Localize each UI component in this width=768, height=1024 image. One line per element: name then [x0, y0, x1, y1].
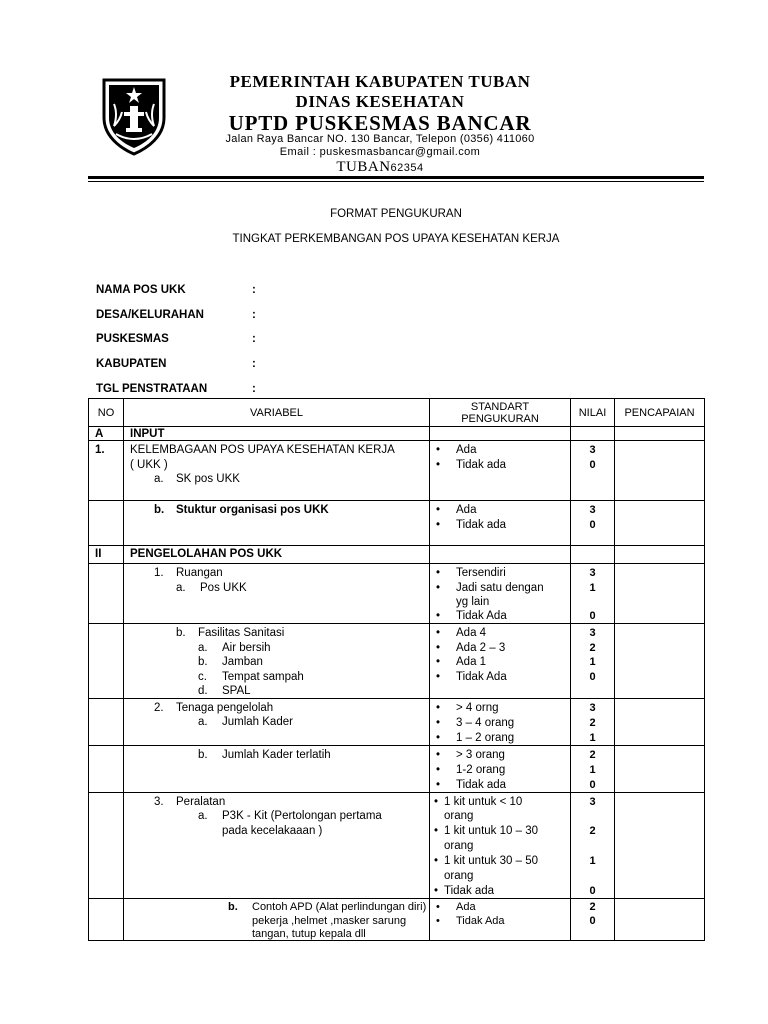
- pencapaian-cell[interactable]: [615, 441, 705, 501]
- email-line: Email : puskesmasbancar@gmail.com: [279, 146, 481, 158]
- address-line: Jalan Raya Bancar NO. 130 Bancar, Telepon (0356) 411060: [225, 133, 535, 145]
- table-header-row: [89, 399, 705, 427]
- section-row-pengelolahan: II PENGELOLAHAN POS UKK: [89, 546, 705, 564]
- institution-name: UPTD PUSKESMAS BANCAR: [228, 111, 532, 135]
- field-label-desa: DESA/KELURAHAN: [96, 309, 204, 321]
- table-row: b. Contoh APD (Alat perlindungan diri) pekerja ,helmet ,masker sarung tangan, tutup kepala dll • Ada • Tidak Ada 2 0: [89, 899, 705, 941]
- kabupaten-tuban-emblem-logo: [100, 74, 168, 156]
- postcode: 62354: [390, 162, 424, 174]
- header-no: NO: [89, 399, 124, 427]
- section-no: A: [89, 427, 124, 441]
- field-colon: :: [252, 309, 256, 321]
- section-label: INPUT: [124, 427, 430, 441]
- field-colon: :: [252, 358, 256, 370]
- table-row: 1. KELEMBAGAAN POS UPAYA KESEHATAN KERJA ( UKK ) a. SK pos UKK • Ada • Tidak ada 3 0: [89, 441, 705, 501]
- form-title: FORMAT PENGUKURAN: [330, 208, 462, 220]
- department-name: DINAS KESEHATAN: [295, 92, 465, 111]
- header-nilai: NILAI: [571, 399, 615, 427]
- standart-cell: • Ada • Tidak ada: [430, 441, 571, 501]
- field-colon: :: [252, 333, 256, 345]
- field-colon: :: [252, 383, 256, 395]
- header-standart: STANDART PENGUKURAN: [430, 399, 571, 427]
- header-pencapaian: PENCAPAIAN: [615, 399, 705, 427]
- form-subtitle: TINGKAT PERKEMBANGAN POS UPAYA KESEHATAN KERJA: [232, 233, 560, 245]
- table-row: b. Fasilitas Sanitasi a. Air bersih b. Jamban c. Tempat sampah d. SPAL • Ada 4 • Ada 2 – 3 • Ada 1 • Tidak Ada 3 2 1 0: [89, 624, 705, 699]
- pencapaian-cell[interactable]: [615, 746, 705, 793]
- nilai-cell: 3 0: [571, 441, 615, 501]
- pencapaian-cell[interactable]: [615, 793, 705, 899]
- table-row: b. Jumlah Kader terlatih • > 3 orang • 1-2 orang • Tidak ada 2 1 0: [89, 746, 705, 793]
- city-postcode-line: [190, 158, 570, 176]
- field-label-nama-pos: NAMA POS UKK: [96, 284, 186, 296]
- table-row: b. Stuktur organisasi pos UKK • Ada • Tidak ada 3 0: [89, 501, 705, 546]
- field-label-tgl: TGL PENSTRATAAN: [96, 383, 208, 395]
- letterhead-divider-thick: [88, 176, 704, 179]
- assessment-table: [88, 398, 705, 941]
- table-row: 2. Tenaga pengelolah a. Jumlah Kader • > 4 orng • 3 – 4 orang • 1 – 2 orang 3 2 1: [89, 699, 705, 746]
- variabel-cell: KELEMBAGAAN POS UPAYA KESEHATAN KERJA ( UKK ) a. SK pos UKK: [124, 441, 430, 501]
- table-row: 1. Ruangan a. Pos UKK • Tersendiri • Jadi satu dengan yg lain • Tidak Ada 3 1 0: [89, 564, 705, 624]
- pencapaian-cell[interactable]: [615, 699, 705, 746]
- header-variabel: VARIABEL: [124, 399, 430, 427]
- pencapaian-cell[interactable]: [615, 501, 705, 546]
- field-label-kabupaten: KABUPATEN: [96, 358, 167, 370]
- pencapaian-cell[interactable]: [615, 564, 705, 624]
- section-row-input: [89, 427, 705, 441]
- city-name: TUBAN: [336, 159, 391, 175]
- field-label-puskesmas: PUSKESMAS: [96, 333, 169, 345]
- letterhead-divider-thin: [88, 181, 704, 182]
- field-colon: :: [252, 284, 256, 296]
- pencapaian-cell[interactable]: [615, 624, 705, 699]
- government-name: PEMERINTAH KABUPATEN TUBAN: [229, 72, 531, 91]
- pencapaian-cell[interactable]: [615, 899, 705, 941]
- table-row: 3. Peralatan a. P3K - Kit (Pertolongan pertama pada kecelakaaan ) • 1 kit untuk < 10 orang • 1 kit untuk 10 – 30 orang • 1 kit untuk 30 – 50 orang • Tidak ada 3 2 1 0: [89, 793, 705, 899]
